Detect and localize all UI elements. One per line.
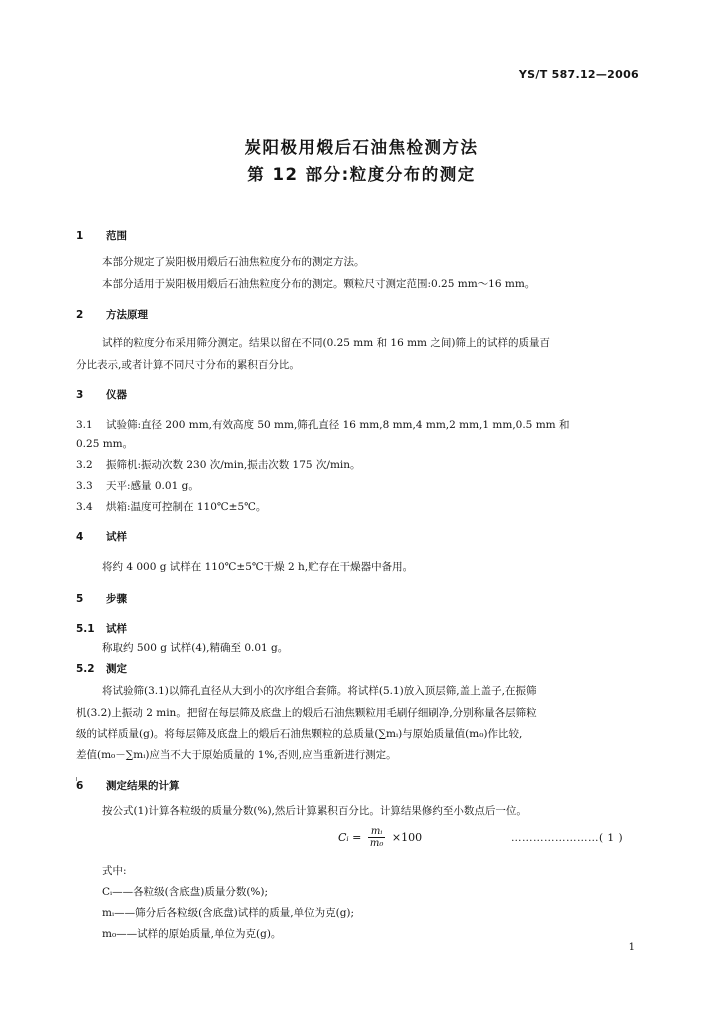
section-title: 试样 [106, 531, 127, 543]
document-title: 炭阳极用煅后石油焦检测方法 [244, 138, 479, 157]
clause-text: 试验筛:直径 200 mm,有效高度 50 mm,筛孔直径 16 mm,8 mm,4 mm,2 mm,1 mm,0.5 mm 和 [106, 419, 570, 431]
section-title: 步骤 [106, 593, 127, 605]
section-1-heading [76, 229, 127, 243]
subsection-5-2-line-4: 差值(m₀－∑mᵢ)应当不大于原始质量的 1%,否则,应当重新进行测定。 [76, 749, 397, 761]
section-1-para-1: 本部分规定了炭阳极用煅后石油焦粒度分布的测定方法。 [102, 256, 365, 268]
clause-number: 5.2 [76, 663, 95, 675]
section-6-heading [76, 779, 180, 793]
section-title: 方法原理 [106, 309, 148, 321]
formula-number [511, 832, 623, 844]
clause-text: 振筛机:振动次数 230 次/min,振击次数 175 次/min。 [106, 459, 361, 471]
definition-mi: mᵢ——筛分后各粒级(含底盘)试样的质量,单位为克(g); [102, 907, 355, 919]
formula-lhs: Cᵢ [338, 831, 349, 844]
formula-equation-number: ( 1 ) [599, 832, 624, 844]
definition-ci: Cᵢ——各粒级(含底盘)质量分数(%); [102, 886, 269, 898]
clause-3-1-line-2: 0.25 mm。 [76, 438, 134, 450]
definition-m0: m₀——试样的原始质量,单位为克(g)。 [102, 928, 282, 940]
subsection-5-1-heading [76, 622, 127, 636]
section-3-heading [76, 388, 127, 402]
clause-number: 3.4 [76, 501, 93, 513]
section-title: 范围 [106, 230, 127, 242]
clause-number: 3.1 [76, 419, 93, 431]
clause-number: 3.3 [76, 480, 93, 492]
section-1-para-2: 本部分适用于炭阳极用煅后石油焦粒度分布的测定。颗粒尺寸测定范围:0.25 mm～16 mm。 [102, 278, 536, 290]
formula-1 [338, 826, 422, 849]
clause-3-2 [76, 458, 361, 472]
section-number: 1 [76, 230, 84, 242]
section-2-para-line-2: 分比表示,或者计算不同尺寸分布的累积百分比。 [76, 359, 300, 371]
clause-3-1-line-1 [76, 418, 569, 432]
subsection-5-2-line-2: 机(3.2)上振动 2 min。把留在每层筛及底盘上的煅后石油焦颗粒用毛刷仔细刷净,分别称量各层筛粒 [76, 707, 537, 719]
clause-text: 烘箱:温度可控制在 110℃±5℃。 [106, 501, 267, 513]
section-title: 仪器 [106, 389, 127, 401]
standard-code: YS/T 587.12—2006 [518, 68, 639, 81]
section-number: 2 [76, 309, 84, 321]
page-number: 1 [628, 942, 635, 953]
section-4-para: 将约 4 000 g 试样在 110℃±5℃干燥 2 h,贮存在干燥器中备用。 [102, 561, 414, 573]
section-4-heading [76, 530, 127, 544]
clause-number: 3.2 [76, 459, 93, 471]
subsection-5-1-para: 称取约 500 g 试样(4),精确至 0.01 g。 [102, 642, 289, 654]
section-number: 4 [76, 531, 84, 543]
clause-title: 试样 [106, 623, 127, 635]
subsection-5-2-heading [76, 662, 127, 676]
formula-denominator: m₀ [369, 838, 384, 849]
clause-3-3 [76, 479, 199, 493]
formula-numerator: mᵢ [368, 826, 386, 838]
clause-title: 测定 [106, 663, 127, 675]
section-number: 3 [76, 389, 84, 401]
section-5-heading [76, 592, 127, 606]
formula-equals: = [352, 831, 362, 844]
section-title: 测定结果的计算 [106, 780, 180, 792]
section-number: 6 [76, 780, 84, 792]
section-6-para: 按公式(1)计算各粒级的质量分数(%),然后计算累积百分比。计算结果修约至小数点后一位。 [102, 805, 527, 817]
section-2-para-line-1: 试样的粒度分布采用筛分测定。结果以留在不同(0.25 mm 和 16 mm 之间)筛上的试样的质量百 [102, 337, 550, 349]
subsection-5-2-line-1: 将试验筛(3.1)以筛孔直径从大到小的次序组合套筛。将试样(5.1)放入顶层筛,盖上盖子,在振筛 [102, 685, 537, 697]
clause-text: 天平:感量 0.01 g。 [106, 480, 199, 492]
formula-multiplier: ×100 [391, 831, 423, 844]
document-subtitle: 第 12 部分:粒度分布的测定 [247, 165, 476, 184]
section-2-heading [76, 308, 148, 322]
where-label: 式中: [102, 865, 127, 877]
clause-3-4 [76, 500, 266, 514]
formula-fraction [368, 826, 386, 849]
section-number: 5 [76, 593, 84, 605]
formula-leader-dots: …………………… [511, 832, 599, 844]
subsection-5-2-line-3: 级的试样质量(g)。将每层筛及底盘上的煅后石油焦颗粒的总质量(∑mᵢ)与原始质量值(m₀)作比较, [76, 728, 523, 740]
clause-number: 5.1 [76, 623, 95, 635]
